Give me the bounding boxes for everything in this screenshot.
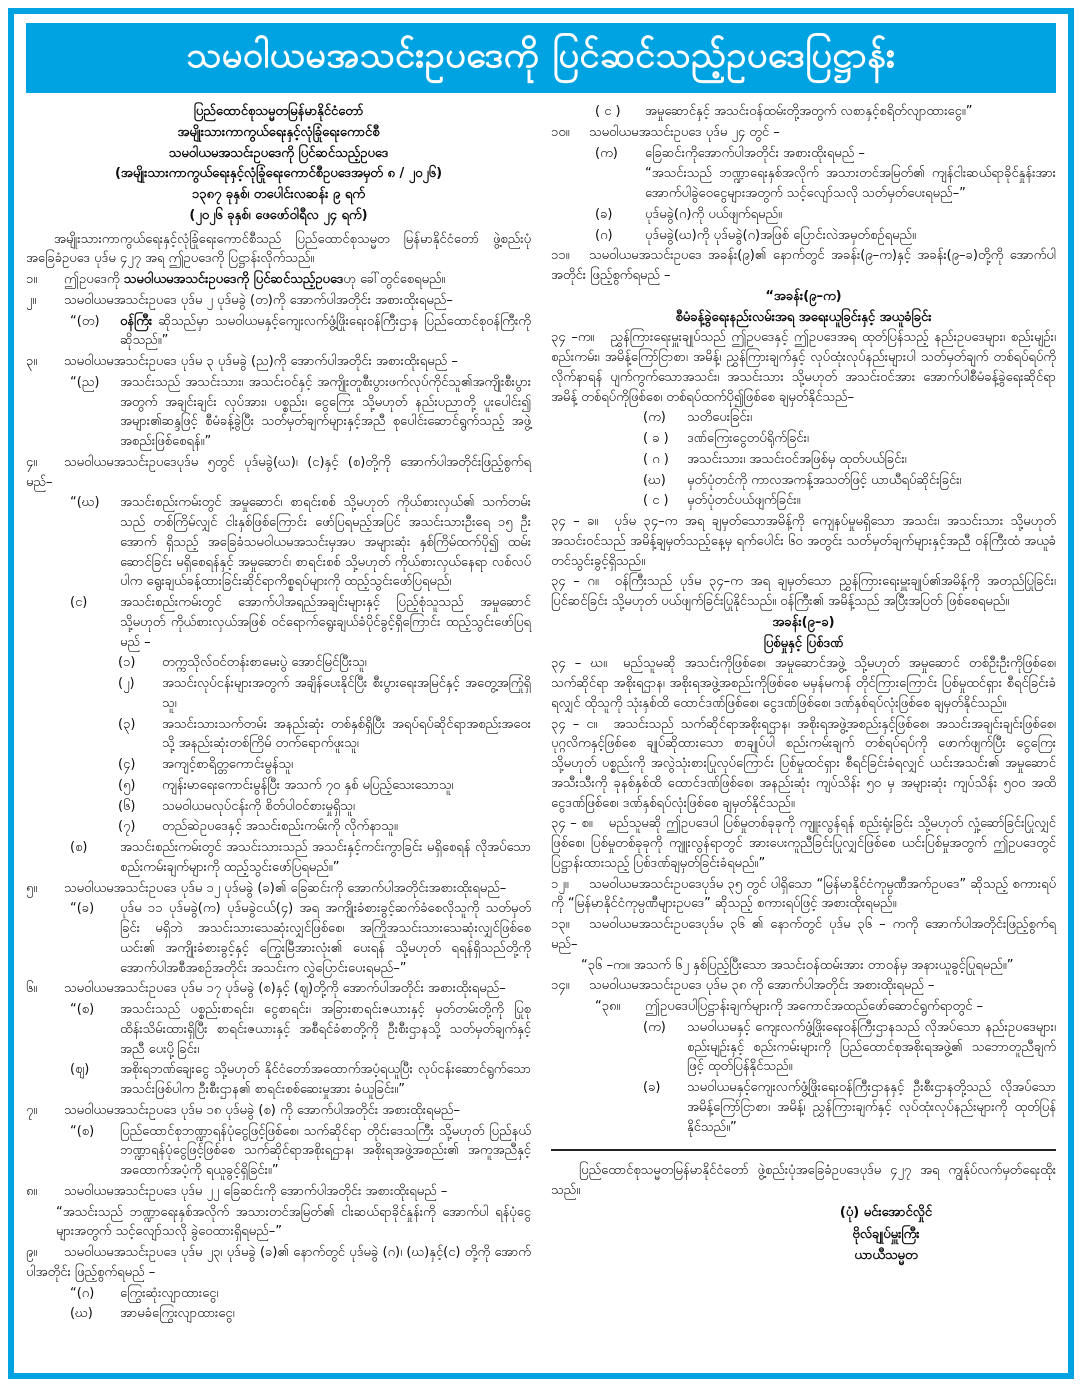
item-number: (င) bbox=[70, 595, 88, 610]
sub-item bbox=[595, 102, 1056, 122]
law-section bbox=[551, 715, 1056, 814]
section-heading bbox=[26, 206, 531, 226]
section-heading bbox=[551, 613, 1056, 633]
text: ကြွေးဆုံးလျာထားငွေ၊ bbox=[120, 1285, 219, 1301]
item-number: (ဂ) bbox=[595, 227, 613, 243]
law-section bbox=[551, 328, 1056, 407]
law-item bbox=[26, 879, 531, 899]
item-number: (၁) bbox=[118, 655, 136, 671]
sub-item bbox=[70, 312, 531, 352]
item-number: ၃။ bbox=[26, 354, 38, 369]
text: ပုဒ်မခွဲ(ဃ)ကို ပုဒ်မခွဲ(ဂ)အဖြစ် ပြောင်းလဲအမှတ်စဉ်ရမည်။ bbox=[645, 227, 916, 243]
item-number: (က) bbox=[643, 410, 666, 426]
signature-line bbox=[746, 1246, 1026, 1266]
item-number: (၇) bbox=[118, 819, 136, 835]
signature-line bbox=[746, 1203, 1026, 1223]
item-number: ၃၄ – စ။ bbox=[551, 816, 593, 832]
law-section bbox=[551, 572, 1056, 612]
item-number: ၉။ bbox=[26, 1245, 38, 1260]
text: ပြည်ထောင်စုသမ္မတမြန်မာနိုင်ငံတော် bbox=[193, 104, 364, 119]
text: သမဝါယမအသင်းဥပဒေပုဒ်မ ၃၆ ၏ နောက်တွင် ပုဒ်မ ၃၆ – ကကို အောက်ပါအတိုင်းဖြည့်စွက်ရမည်– bbox=[551, 917, 1056, 952]
item-number: ၃၄ – ခ။ bbox=[551, 514, 599, 529]
item-number: ၅။ bbox=[26, 880, 38, 896]
text: (အမျိုးသားကာကွယ်ရေးနှင့်လုံခြုံရေးကောင်စီဥပဒေအမှတ် ၈ / ၂၀၂၆) bbox=[114, 166, 443, 182]
sub-sub-item bbox=[643, 471, 1056, 491]
text bbox=[64, 272, 446, 287]
text: အသင်းစည်းကမ်းတွင် အသင်းသားသည် အသင်းနှင့်ကင်းကွာခြင်း မရှိစေရန် လိုအပ်သော စည်းကမ်းချက်များကို ထည့်သွင်းဖော်ပြရမည်။” bbox=[120, 840, 531, 875]
sub-item bbox=[70, 1284, 531, 1304]
item-number: (စ) bbox=[70, 840, 88, 855]
sub-sub-item bbox=[118, 653, 531, 673]
item-number: ၃၄ – င။ bbox=[551, 716, 598, 732]
text: အသင်းစည်းကမ်းတွင် အမှုဆောင်၊ စာရင်းစစ် သို့မဟုတ် ကိုယ်စားလှယ်၏ သက်တမ်းသည် တစ်ကြိမ်လျှင် ငါးနှစ်ဖြစ်ကြောင်း ဖော်ပြရမည့်အပြင် အသင်းသားဦးရေ ၁၅ ဦး အောက် ရှိသည့် အခြေခံသမဝါယမအသင်းမှအပ အများဆုံး နှစ်ကြိမ်ထက်ပို၍ ထမ်းဆောင်ခြင်း မရှိစေရန်နှင့် အမှုဆောင်၊ စာရင်းစစ် သို့မဟုတ် ကိုယ်စားလှယ်နေရာ လစ်လပ်ပါက ရွေးချယ်ခန့်ထားခြင်းဆိုင်ရာကိစ္စရပ်များကို ထည့်သွင်းဖော်ပြရမည်၊ bbox=[120, 495, 531, 590]
sub-sub-item bbox=[118, 776, 531, 796]
text: ပုဒ်မ ၁၁ ပုဒ်မခွဲ(က) ပုဒ်မခွဲငယ်(၄) အရ အကျိုးခံစားခွင့်ဆက်ခံစေလိုသူကို သတ်မှတ်ခြင်း မရှိဘဲ အသင်းသားသေဆုံးလျှင်ဖြစ်စေ၊ အကြိုအသင်းသားသေဆုံးလျှင်ဖြစ်စေ ယင်း၏ အကျိုးခံစားခွင့်နှင့် ကြွေးမြီအားလုံး၏ ပေးရန် သို့မဟုတ် ရရန်ရှိသည်တို့ကို အောက်ပါအစီအစဉ်အတိုင်း အသင်းက လွှဲပြောင်းပေးရမည်–” bbox=[120, 901, 531, 976]
item-number: ၁၂။ bbox=[551, 876, 569, 892]
text: သမဝါယမနှင့်ကျေးလက်ဖွံ့ဖြိုးရေးဝန်ကြီးဌာနနှင့် ဦးစီးဌာနတို့သည် လိုအပ်သော အမိန့်ကြော်ငြာစာ၊ အမိန့်၊ ညွှန်ကြားချက်နှင့် လုပ်ထုံးလုပ်နည်းများကို ထုတ်ပြန်နိုင်သည်။” bbox=[687, 1080, 1056, 1135]
sub-sub-item bbox=[118, 817, 531, 837]
sub-item bbox=[595, 997, 1056, 1017]
sub-item bbox=[70, 1122, 531, 1181]
text: မည်သူမဆို အသင်းကိုဖြစ်စေ၊ အမှုဆောင်အဖွဲ့ သို့မဟုတ် အမှုဆောင် တစ်ဦးဦးကိုဖြစ်စေ၊ သက်ဆိုင်ရာ အစိုးရဌာန၊ အစိုးရအဖွဲ့အစည်းကိုဖြစ်စေ မမှန်မကန် တိုင်ကြားကြောင်း ပြစ်မှုထင်ရှား စီရင်ခြင်းခံရလျှင် ထိုသူကို သုံးနှစ်ထိ ထောင်ဒဏ်ဖြစ်စေ၊ ငွေဒဏ်ဖြစ်စေ၊ ဒဏ်နှစ်ရပ်လုံးဖြစ်စေ ချမှတ်နိုင်သည်။ bbox=[551, 656, 1056, 711]
law-item bbox=[26, 352, 531, 372]
emphasized-text: ဝန်ကြီး bbox=[120, 313, 153, 329]
text: ဤဥပဒေပါပြဋ္ဌာန်းချက်များကို အကောင်အထည်ဖော်ဆောင်ရွက်ရာတွင် – bbox=[645, 999, 984, 1014]
item-number: “(ည) bbox=[70, 374, 100, 390]
text: (၂၀၂၆ ခုနှစ်၊ ဖေဖော်ဝါရီလ ၂၄ ရက်) bbox=[189, 207, 368, 223]
text bbox=[120, 312, 531, 352]
text: သမဝါယမအသင်းဥပဒေပုဒ်မ ၃၅ တွင် ပါရှိသော “မြန်မာနိုင်ငံကုမ္ပဏီအက်ဥပဒေ” ဆိုသည့် စကားရပ်ကို “မြန်မာနိုင်ငံကုမ္ပဏီများဥပဒေ” ဆိုသည့် စကားရပ်ဖြင့် အစားထိုးရမည်။ bbox=[551, 876, 1056, 912]
item-number: (ခ) bbox=[643, 1080, 661, 1095]
document-body bbox=[26, 101, 1056, 1325]
law-item bbox=[26, 270, 531, 290]
item-number: (၅) bbox=[118, 777, 136, 793]
text: တက္ကသိုလ်ဝင်တန်းစာမေးပွဲ အောင်မြင်ပြီးသူ၊ bbox=[162, 655, 367, 671]
section-heading bbox=[551, 287, 1056, 307]
item-number: (ခ) bbox=[595, 206, 613, 222]
item-number: (ဃ) bbox=[70, 1306, 93, 1322]
text: အမျိုးသားကာကွယ်ရေးနှင့်လုံခြုံရေးကောင်စီ bbox=[177, 124, 380, 140]
text: “အသင်းသည် ဘဏ္ဍာရေးနှစ်အလိုက် အသားတင်အမြတ်၏ ငါးဆယ်ရာခိုင်နှုန်းကို အောက်ပါ ရန်ပုံငွေများအတွက် သင့်လျော်သလို ခွဲဝေထားရှိရမည်–” bbox=[56, 1204, 531, 1240]
text: သတိပေးခြင်း၊ bbox=[687, 410, 753, 426]
emphasized-text: သမဝါယမအသင်းဥပဒေကို ပြင်ဆင်သည့်ဥပဒေ bbox=[123, 272, 344, 287]
sub-item bbox=[70, 838, 531, 878]
item-number: ၇။ bbox=[26, 1102, 38, 1118]
text: “အသင်းသည် ဘဏ္ဍာရေးနှစ်အလိုက် အသားတင်အမြတ်၏ ကျန်ငါးဆယ်ရာခိုင်နှုန်းအား အောက်ပါခွဲဝေငွေများအတွက် သင့်လျော်သလို သတ်မှတ်ပေးရမည်–” bbox=[645, 166, 1056, 201]
sub-sub-item bbox=[118, 674, 531, 714]
text: ဆိုသည်မှာ သမဝါယမနှင့်ကျေးလက်ဖွံ့ဖြိုးရေးဝန်ကြီးဌာန ပြည်ထောင်စုဝန်ကြီးကို ဆိုသည်။” bbox=[120, 313, 531, 349]
text: သမဝါယမနှင့် ကျေးလက်ဖွံ့ဖြိုးရေးဝန်ကြီးဌာနသည် လိုအပ်သော နည်းဥပဒေများ၊ စည်းမျဉ်းနှင့် စည်းကမ်းများကို ပြည်ထောင်စုအစိုးရအဖွဲ့၏ သဘောတူညီချက်ဖြင့် ထုတ်ပြန်နိုင်သည်။ bbox=[687, 1019, 1056, 1075]
sub-sub-item bbox=[643, 1078, 1056, 1137]
column-right bbox=[551, 101, 1056, 1266]
text: ဒဏ်ကြေးငွေတပ်ရိုက်ခြင်း၊ bbox=[687, 431, 809, 446]
item-number: (က) bbox=[595, 145, 618, 161]
text: သမဝါယမအသင်းဥပဒေ ပုဒ်မ ၂၃၊ ပုဒ်မခွဲ (ခ)၏ နောက်တွင် ပုဒ်မခွဲ (ဂ)၊ (ဃ)နှင့်(င) တို့ကို အောက်ပါအတိုင်း ဖြည့်စွက်ရမည် – bbox=[26, 1245, 531, 1280]
sub-item bbox=[70, 1060, 531, 1100]
sub-item bbox=[595, 144, 1056, 164]
law-item bbox=[26, 1243, 531, 1283]
law-item bbox=[551, 123, 1056, 143]
text: ညွှန်ကြားရေးမှူးချုပ်သည် ဤဥပဒေနှင့် ဤဥပဒေအရ ထုတ်ပြန်သည့် နည်းဥပဒေများ၊ စည်းမျဉ်း၊ စည်းကမ်း၊ အမိန့်ကြော်ငြာစာ၊ အမိန့်၊ ညွှန်ကြားချက်နှင့် လုပ်ထုံးလုပ်နည်းများပါ သတ်မှတ်ချက် တစ်ရပ်ရပ်ကို လိုက်နာရန် ပျက်ကွက်သောအသင်း၊ အသင်းသား သို့မဟုတ် အသင်းဝင်အား အောက်ပါစီမံခန့်ခွဲရေးဆိုင်ရာအမိန့် တစ်ရပ်ကိုဖြစ်စေ၊ တစ်ရပ်ထက်ပို၍ဖြစ်စေ ချမှတ်နိုင်သည်– bbox=[551, 330, 1056, 405]
sub-sub-item bbox=[643, 491, 1056, 511]
item-number: “(စ) bbox=[70, 1123, 95, 1139]
item-number: ၃၄ – ဃ။ bbox=[551, 656, 607, 672]
sub-item bbox=[70, 593, 531, 652]
sub-item bbox=[70, 373, 531, 452]
text: စီမံခန့်ခွဲရေးနည်းလမ်းအရ အရေးယူခြင်းနှင့် အယူခံခြင်း bbox=[675, 309, 932, 325]
item-number: ၂။ bbox=[26, 292, 37, 308]
section-heading bbox=[26, 102, 531, 122]
item-number: “၃၈။ bbox=[595, 999, 621, 1014]
law-item bbox=[26, 1182, 531, 1202]
text: အသင်းသည် အသင်းသား၊ အသင်းဝင်နှင့် အကျိုးတူစီးပွားဖက်လုပ်ကိုင်သူ၏အကျိုးစီးပွား အတွက် အချင်းချင်း လုပ်အား၊ ပစ္စည်း၊ ငွေကြေး သို့မဟုတ် နည်းပညာတို့ ပူးပေါင်း၍ အများ၏ဆန္ဒဖြင့် စီမံခန့်ခွဲပြီး သတ်မှတ်ချက်များနှင့်အညီ စုပေါင်းဆောင်ရွက်သည့် အဖွဲ့အစည်းဖြစ်စေရန်။” bbox=[120, 374, 531, 449]
paragraph bbox=[26, 230, 531, 270]
text: သမဝါယမအသင်းဥပဒေ ပုဒ်မ ၃၈ ကို အောက်ပါအတိုင်း အစားထိုးရမည် – bbox=[589, 978, 935, 994]
item-number: “(တ) bbox=[70, 313, 100, 329]
quoted-paragraph bbox=[645, 164, 1056, 204]
item-number: “(ခ) bbox=[70, 901, 95, 917]
item-number: (ဈ) bbox=[70, 1062, 90, 1078]
text: ဗိုလ်ချုပ်မှူးကြီး bbox=[852, 1226, 920, 1242]
section-heading bbox=[26, 144, 531, 164]
text: မှတ်ပုံတင်ပယ်ဖျက်ခြင်း။ bbox=[687, 493, 801, 509]
text: အသင်းလုပ်ငန်းများအတွက် အချိန်ပေးနိုင်ပြီး စီးပွားရေးအမြင်နှင့် အတွေ့အကြုံရှိသူ၊ bbox=[162, 676, 531, 711]
text: ပြည်ထောင်စုဘဏ္ဍာရန်ပုံငွေဖြင့်ဖြစ်စေ၊ သက်ဆိုင်ရာ တိုင်းဒေသကြီး သို့မဟုတ် ပြည်နယ် ဘဏ္ဍာရန်ပုံငွေဖြင့်ဖြစ်စေ သက်ဆိုင်ရာအစိုးရဌာန၊ အစိုးရအဖွဲ့အစည်း၏ အကူအညီနှင့် အထောက်အပံ့ကို ရယူခွင့်ရှိခြင်း။” bbox=[120, 1123, 531, 1178]
paragraph bbox=[551, 1161, 1056, 1201]
sub-sub-item bbox=[118, 715, 531, 755]
law-item bbox=[551, 976, 1056, 996]
text: ပုဒ်မခွဲ(ဂ)ကို ပယ်ဖျက်ရမည်။ bbox=[645, 206, 782, 222]
text: အသင်းသား၊ အသင်းဝင်အဖြစ်မှ ထုတ်ပယ်ခြင်း၊ bbox=[687, 451, 907, 467]
law-item bbox=[26, 291, 531, 311]
item-number: “(ဂ) bbox=[70, 1285, 95, 1301]
sub-item bbox=[70, 1000, 531, 1059]
section-heading bbox=[551, 308, 1056, 328]
text: အမျိုးသားကာကွယ်ရေးနှင့်လုံခြုံရေးကောင်စီသည် ပြည်ထောင်စုသမ္မတ မြန်မာနိုင်ငံတော် ဖွဲ့စည်းပုံ အခြေခံဥပဒေ ပုဒ်မ ၄၂၇ အရ ဤဥပဒေကို ပြဋ္ဌာန်းလိုက်သည်။ bbox=[26, 231, 531, 267]
section-heading bbox=[26, 164, 531, 184]
sub-sub-item bbox=[643, 429, 1056, 449]
item-number: ၁၄။ bbox=[551, 978, 570, 994]
text: အာမခံကြွေးလျာထားငွေ၊ bbox=[120, 1306, 235, 1322]
text: သမဝါယမအသင်းဥပဒေ ပုဒ်မ ၂၄ တွင် – bbox=[589, 124, 780, 140]
sub-sub-item bbox=[118, 755, 531, 775]
law-item bbox=[26, 979, 531, 999]
text: ပုဒ်မ ၃၄–က အရ ချမှတ်သောအမိန့်ကို ကျေနပ်မှုမရှိသော အသင်း၊ အသင်းသား သို့မဟုတ် အသင်းဝင်သည် အမိန့်ချမှတ်သည့်နေ့မှ ရက်ပေါင်း ၆၀ အတွင်း သတ်မှတ်ချက်များနှင့်အညီ ဝန်ကြီးထံ အယူခံတင်သွင်းခွင့်ရှိသည်။ bbox=[551, 514, 1057, 569]
text: အသင်းသည် သက်ဆိုင်ရာအစိုးရဌာန၊ အစိုးရအဖွဲ့အစည်းနှင့်ဖြစ်စေ၊ အသင်းအချင်းချင်းဖြစ်စေ၊ ပုဂ္ဂလိကနှင့်ဖြစ်စေ ချုပ်ဆိုထားသော စာချုပ်ပါ စည်းကမ်းချက် တစ်ရပ်ရပ်ကို ဖောက်ဖျက်ပြီး ငွေကြေး သို့မဟုတ် ပစ္စည်းကို အလွဲသုံးစားပြုလုပ်ကြောင်း ပြစ်မှုထင်ရှား စီရင်ခြင်းခံရလျှင် ယင်းအသင်း၏ အမှုဆောင်အသီးသီးကို ခုနစ်နှစ်ထိ ထောင်ဒဏ်ဖြစ်စေ၊ အနည်းဆုံး ကျပ်သိန်း ၅၀ မှ အများဆုံး ကျပ်သိန်း ၅၀၀ အထိ ငွေဒဏ်ဖြစ်စေ၊ ဒဏ်နှစ်ရပ်လုံးဖြစ်စေ ချမှတ်နိုင်သည်။ bbox=[551, 716, 1056, 811]
item-number: (၂) bbox=[118, 676, 135, 691]
item-number: “(စ) bbox=[70, 1002, 95, 1017]
item-number: ၁၀။ bbox=[551, 124, 570, 140]
item-number: ၈။ bbox=[26, 1183, 38, 1199]
law-item bbox=[551, 246, 1056, 286]
sub-sub-item bbox=[118, 797, 531, 817]
text: သမဝါယမအသင်းဥပဒေ ပုဒ်မ ၂၂ ခြေဆင်းကို အောက်ပါအတိုင်း အစားထိုးရမည် – bbox=[64, 1183, 448, 1199]
item-number: ၁။ bbox=[26, 272, 38, 287]
text: မည်သူမဆို ဤဥပဒေပါ ပြစ်မှုတစ်ခုခုကို ကျူးလွန်ရန် စည်းရုံးခြင်း သို့မဟုတ် လှုံ့ဆော်ခြင်းပြုလျှင်ဖြစ်စေ၊ ပြစ်မှုတစ်ခုခုကို ကျူးလွန်ရာတွင် အားပေးကူညီခြင်းပြုလျှင်ဖြစ်စေ ယင်းပြစ်မှုအတွက် ဤဥပဒေတွင် ပြဋ္ဌာန်းထားသည့် ပြစ်ဒဏ်ချမှတ်ခြင်းခံရမည်။” bbox=[551, 816, 1056, 871]
item-number: (၆) bbox=[118, 798, 136, 814]
section-heading bbox=[26, 123, 531, 143]
text: သမဝါယမလုပ်ငန်းကို စိတ်ပါဝင်စားမှုရှိသူ၊ bbox=[162, 798, 355, 814]
section-heading bbox=[551, 634, 1056, 654]
item-number: ( ဂ ) bbox=[643, 451, 669, 467]
text: အသင်းစည်းကမ်းတွင် အောက်ပါအရည်အချင်းများနှင့် ပြည့်စုံသူသည် အမှုဆောင်သို့မဟုတ် ကိုယ်စားလှယ်အဖြစ် ဝင်ရောက်ရွေးချယ်ခံပိုင်ခွင့်ရှိကြောင်း ထည့်သွင်းဖော်ပြရမည် – bbox=[120, 595, 531, 650]
quoted-paragraph bbox=[56, 1203, 531, 1243]
item-number: (က) bbox=[643, 1019, 666, 1035]
item-number: ၃၄ – ဂ။ bbox=[551, 574, 599, 590]
law-section bbox=[551, 814, 1056, 873]
text: အစိုးရဘဏ်ချေးငွေ သို့မဟုတ် နိုင်ငံတော်အထောက်အပံ့ရယူပြီး လုပ်ငန်းဆောင်ရွက်သော အသင်းဖြစ်ပါက ဦးစီးဌာန၏ စာရင်းစစ်ဆေးမှုအား ခံယူခြင်း။” bbox=[120, 1062, 531, 1097]
text: “အခန်း(၉–က) bbox=[765, 288, 842, 304]
law-item bbox=[26, 1101, 531, 1121]
text: မှတ်ပုံတင်ကို ကာလအကန့်အသတ်ဖြင့် ယာယီရပ်ဆိုင်းခြင်း၊ bbox=[687, 472, 962, 488]
law-section bbox=[551, 512, 1056, 571]
text: သမဝါယမအသင်းဥပဒေ ပုဒ်မ ၁၇ ပုဒ်မခွဲ (စ)နှင့် (ဈ)တို့ကို အောက်ပါအတိုင်း အစားထိုးရမည်– bbox=[64, 981, 506, 997]
divider bbox=[551, 1149, 1056, 1151]
text: သမဝါယမအသင်းဥပဒေကို ပြင်ဆင်သည့်ဥပဒေ bbox=[168, 145, 389, 161]
text: ကျန်းမာရေးကောင်းမွန်ပြီး အသက် ၇၀ နှစ် မပြည့်သေးသောသူ၊ bbox=[162, 777, 454, 793]
text: ၁၃၈၇ ခုနှစ်၊ တပေါင်းလဆန်း ၉ ရက် bbox=[191, 187, 366, 202]
item-number: (၃) bbox=[118, 716, 136, 732]
sub-sub-item bbox=[643, 1018, 1056, 1077]
sub-sub-item bbox=[643, 450, 1056, 470]
title-banner bbox=[26, 23, 1056, 93]
text: ယာယီသမ္မတ bbox=[854, 1248, 918, 1264]
law-section bbox=[551, 654, 1056, 713]
law-item bbox=[551, 915, 1056, 955]
item-number: ၃၄ –က။ bbox=[551, 330, 595, 346]
text: “၃၆ –က။ အသက် ၆၂ နှစ်ပြည့်ပြီးသော အသင်းဝန်ထမ်းအား တာဝန်မှ အနားယူခွင့်ပြုရမည်။” bbox=[581, 957, 1014, 973]
text: ပြစ်မှုနှင့် ပြစ်ဒဏ် bbox=[763, 635, 844, 651]
sub-item bbox=[70, 1304, 531, 1324]
text: အမှုဆောင်နှင့် အသင်းဝန်ထမ်းတို့အတွက် လစာနှင့်စရိတ်လျာထားငွေ။” bbox=[645, 104, 973, 119]
text: အခန်း(၉–ခ) bbox=[772, 614, 835, 630]
sub-item bbox=[595, 226, 1056, 246]
sub-item bbox=[70, 899, 531, 978]
law-item bbox=[26, 453, 531, 493]
item-number: ၁၁။ bbox=[551, 248, 570, 264]
text: သမဝါယမအသင်းဥပဒေ အခန်း(၉)၏ နောက်တွင် အခန်း(၉–က)နှင့် အခန်း(၉–ခ)တို့ကို အောက်ပါအတိုင်း ဖြည့်စွက်ရမည် – bbox=[551, 248, 1056, 283]
signature-line bbox=[746, 1225, 1026, 1245]
sub-item bbox=[70, 493, 531, 592]
text: ဝန်ကြီးသည် ပုဒ်မ ၃၄–က အရ ချမှတ်သော ညွှန်ကြားရေးမှူးချုပ်၏အမိန့်ကို အတည်ပြုခြင်း၊ ပြင်ဆင်ခြင်း သို့မဟုတ် ပယ်ဖျက်ခြင်းပြုနိုင်သည်။ ဝန်ကြီး၏ အမိန့်သည် အပြီးအပြတ် ဖြစ်စေရမည်။ bbox=[551, 574, 1056, 609]
item-number: ( င ) bbox=[643, 493, 669, 509]
item-number: “(ဃ) bbox=[70, 495, 100, 511]
text: တည်ဆဲဥပဒေနှင့် အသင်းစည်းကမ်းကို လိုက်နာသူ။ bbox=[162, 819, 398, 835]
item-number: (ဃ) bbox=[643, 472, 666, 488]
text: ခြေဆင်းကိုအောက်ပါအတိုင်း အစားထိုးရမည် – bbox=[645, 145, 865, 161]
text: ပြည်ထောင်စုသမ္မတမြန်မာနိုင်ငံတော် ဖွဲ့စည်းပုံအခြေခံဥပဒေပုဒ်မ ၄၂၇ အရ ကျွန်ုပ်လက်မှတ်ရေးထိုးသည်။ bbox=[551, 1163, 1056, 1198]
document-title: သမဝါယမအသင်းဥပဒေကို ပြင်ဆင်သည့်ဥပဒေပြဋ္ဌာန်း bbox=[186, 35, 896, 76]
item-number: ၁၃။ bbox=[551, 917, 570, 932]
text: သမဝါယမအသင်းဥပဒေ ပုဒ်မ ၂ ပုဒ်မခွဲ (တ)ကို အောက်ပါအတိုင်း အစားထိုးရမည်– bbox=[64, 292, 453, 308]
text: အသင်းသားသက်တမ်း အနည်းဆုံး တစ်နှစ်ရှိပြီး အရပ်ရပ်ဆိုင်ရာအစည်းအဝေးသို့ အနည်းဆုံးတစ်ကြိမ် တက်ရောက်ဖူးသူ၊ bbox=[162, 716, 531, 752]
item-number: ၆။ bbox=[26, 981, 38, 997]
sub-sub-item bbox=[643, 408, 1056, 428]
quoted-paragraph bbox=[581, 956, 1056, 976]
text: ဟု ခေါ်တွင်စေရမည်။ bbox=[343, 272, 446, 287]
column-left bbox=[26, 101, 531, 1325]
page-border-frame bbox=[8, 8, 1074, 1379]
text: အသင်းသည် ပစ္စည်းစာရင်း၊ ငွေစာရင်း၊ အခြားစာရင်းဇယားနှင့် မှတ်တမ်းတို့ကို ပြုစု ထိန်းသိမ်းထားရှိပြီး စာရင်းဇယားနှင့် အစီရင်ခံစာတို့ကို ဦးစီးဌာနသို့ သတ်မှတ်ချက်နှင့်အညီ ပေးပို့ခြင်း၊ bbox=[120, 1002, 531, 1057]
text: ဤဥပဒေကို bbox=[64, 272, 124, 287]
text: သမဝါယမအသင်းဥပဒေ ပုဒ်မ ၁၈ ပုဒ်မခွဲ (စ) ကို အောက်ပါအတိုင်း အစားထိုးရမည်– bbox=[64, 1102, 460, 1118]
section-heading bbox=[26, 185, 531, 205]
item-number: (၄) bbox=[118, 757, 136, 772]
sub-item bbox=[595, 205, 1056, 225]
text: (ပုံ) မင်းအောင်လှိုင် bbox=[839, 1204, 933, 1220]
law-item bbox=[551, 875, 1056, 915]
text: သမဝါယမအသင်းဥပဒေ ပုဒ်မ ၃ ပုဒ်မခွဲ (ည)ကို အောက်ပါအတိုင်း အစားထိုးရမည် – bbox=[64, 354, 458, 369]
text: အကျင့်စာရိတ္တကောင်းမွန်သူ၊ bbox=[162, 757, 294, 772]
item-number: ( ခ ) bbox=[643, 431, 669, 446]
item-number: ( င ) bbox=[595, 104, 621, 119]
text: သမဝါယမအသင်းဥပဒေပုဒ်မ ၅တွင် ပုဒ်မခွဲ(ဃ)၊ (င)နှင့် (စ)တို့ကို အောက်ပါအတိုင်းဖြည့်စွက်ရမည်– bbox=[26, 454, 531, 490]
text: သမဝါယမအသင်းဥပဒေ ပုဒ်မ ၁၂ ပုဒ်မခွဲ (ခ)၏ ခြေဆင်းကို အောက်ပါအတိုင်းအစားထိုးရမည်– bbox=[64, 880, 507, 896]
item-number: ၄။ bbox=[26, 454, 38, 470]
